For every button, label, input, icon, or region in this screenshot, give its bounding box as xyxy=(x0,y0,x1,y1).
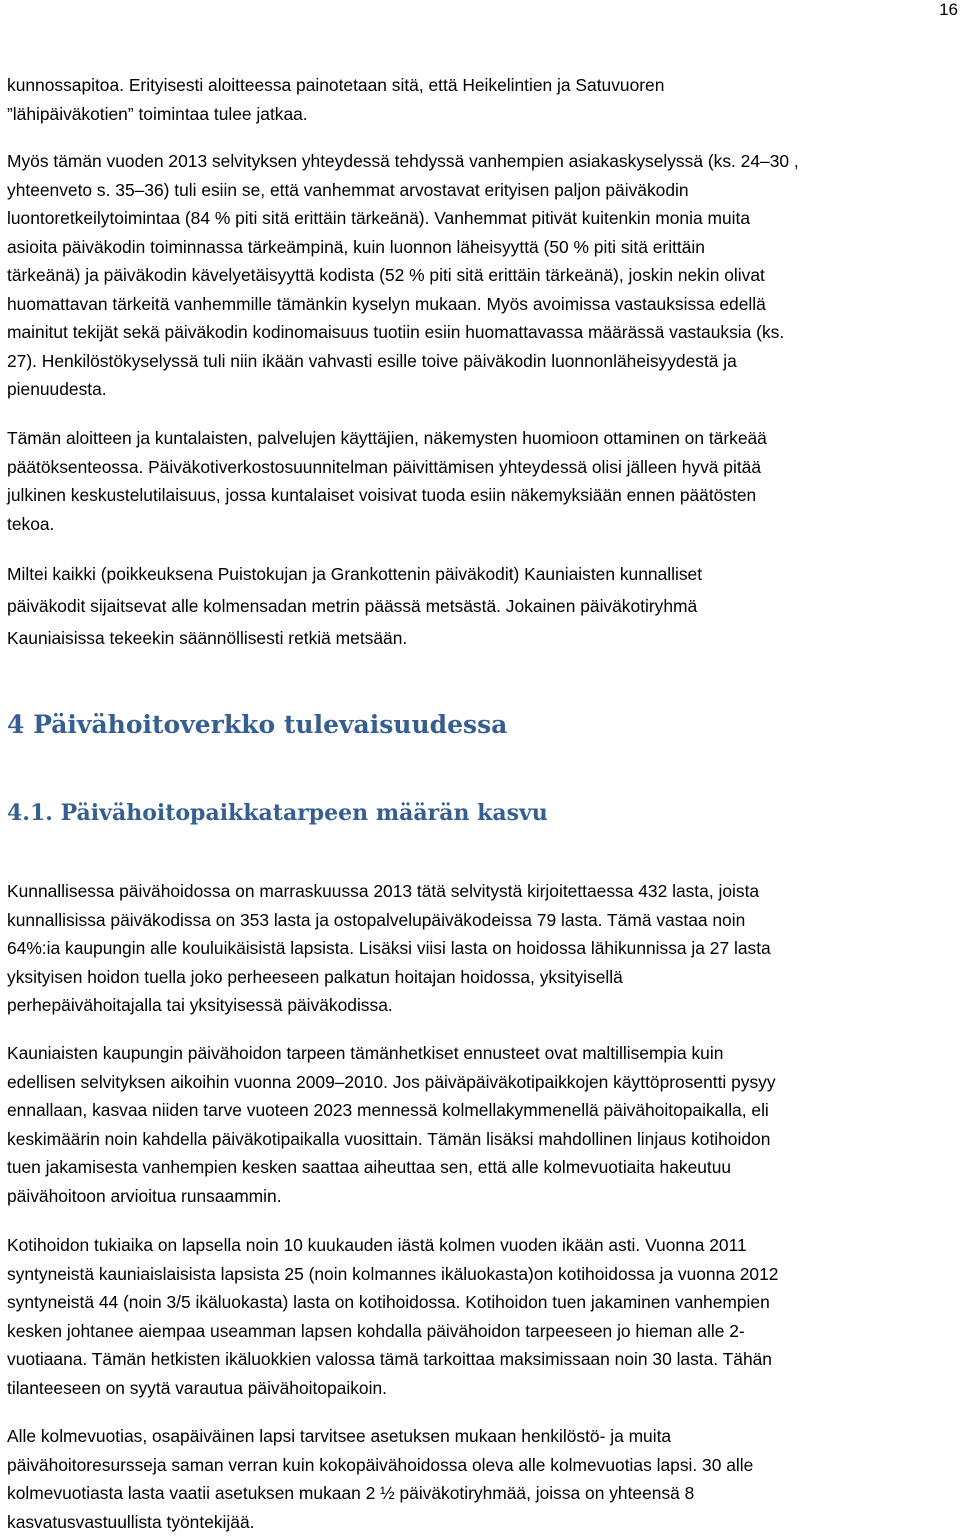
text-line: kunnallisissa päiväkodissa on 353 lasta ja ostopalvelupäiväkodeissa 79 lasta. Tämä vastaa noin xyxy=(7,906,955,935)
text-line: mainitut tekijät sekä päiväkodin kodinomaisuus tuotiin esiin huomattavassa määrässä vastauksia (ks. xyxy=(7,318,955,347)
paragraph-survey xyxy=(7,147,955,404)
text-line: syntyneistä 44 (noin 3/5 ikäluokasta) lasta on kotihoidossa. Kotihoidon tuen jakaminen vanhempien xyxy=(7,1288,955,1317)
paragraph-forecast xyxy=(7,1039,955,1210)
paragraph-forests xyxy=(7,558,955,654)
section-heading: 4 Päivähoitoverkko tulevaisuudessa xyxy=(7,707,507,743)
text-line: ennallaan, kasvaa niiden tarve vuoteen 2023 mennessä kolmellakymmenellä päivähoitopaikalla, eli xyxy=(7,1096,955,1125)
text-line: pienuudesta. xyxy=(7,375,955,404)
text-line: huomattavan tärkeitä vanhemmille tämänkin kyselyn mukaan. Myös avoimissa vastauksissa edellä xyxy=(7,290,955,319)
text-line: tilanteeseen on syytä varautua päivähoitopaikoin. xyxy=(7,1374,955,1403)
text-line: tuen jakamisesta vanhempien kesken saattaa aiheuttaa sen, että alle kolmevuotiaita hakeutuu xyxy=(7,1153,955,1182)
text-line: vuotiaana. Tämän hetkisten ikäluokkien valossa tämä tarkoittaa maksimissaan noin 30 lasta. Tähän xyxy=(7,1345,955,1374)
paragraph-intro-continued xyxy=(7,71,955,128)
text-line: Alle kolmevuotias, osapäiväinen lapsi tarvitsee asetuksen mukaan henkilöstö- ja muita xyxy=(7,1422,955,1451)
text-line: asioita päiväkodin toiminnassa tärkeämpinä, kuin luonnon läheisyyttä (50 % piti sitä erittäin xyxy=(7,233,955,262)
text-line: luontoretkeilytoimintaa (84 % piti sitä erittäin tärkeänä). Vanhemmat pitivät kuitenkin monia muita xyxy=(7,204,955,233)
text-line: päiväkodit sijaitsevat alle kolmensadan metrin päässä metsästä. Jokainen päiväkotiryhmä xyxy=(7,590,955,622)
text-line: kunnossapitoa. Erityisesti aloitteessa painotetaan sitä, että Heikelintien ja Satuvuoren xyxy=(7,71,955,100)
text-line: kolmevuotiasta lasta vaatii asetuksen mukaan 2 ½ päiväkotiryhmää, joissa on yhteensä 8 xyxy=(7,1479,955,1508)
text-line: ”lähipäiväkotien” toimintaa tulee jatkaa. xyxy=(7,100,955,129)
text-line: yksityisen hoidon tuella joko perheeseen palkatun hoitajan hoidossa, yksityisellä xyxy=(7,963,955,992)
text-line: Kauniaisissa tekeekin säännöllisesti retkiä metsään. xyxy=(7,622,955,654)
paragraph-staffing xyxy=(7,1422,955,1536)
text-line: Myös tämän vuoden 2013 selvityksen yhteydessä tehdyssä vanhempien asiakaskyselyssä (ks. 24–30 , xyxy=(7,147,955,176)
paragraph-home-care xyxy=(7,1231,955,1402)
text-line: perhepäivähoitajalla tai yksityisessä päiväkodissa. xyxy=(7,991,955,1020)
text-line: kasvatusvastuullista työntekijää. xyxy=(7,1508,955,1536)
subsection-heading: 4.1. Päivähoitopaikkatarpeen määrän kasvu xyxy=(7,797,548,829)
paragraph-decision-making xyxy=(7,424,955,538)
text-line: päivähoitoresursseja saman verran kuin kokopäivähoidossa oleva alle kolmevuotias lapsi. 30 alle xyxy=(7,1451,955,1480)
paragraph-current-numbers xyxy=(7,877,955,1020)
text-line: Kunnallisessa päivähoidossa on marraskuussa 2013 tätä selvitystä kirjoitettaessa 432 lasta, joista xyxy=(7,877,955,906)
text-line: syntyneistä kauniaislaisista lapsista 25 (noin kolmannes ikäluokasta)on kotihoidossa ja vuonna 2012 xyxy=(7,1260,955,1289)
text-line: päätöksenteossa. Päiväkotiverkostosuunnitelman päivittämisen yhteydessä olisi jälleen hyvä pitää xyxy=(7,453,955,482)
text-line: Kotihoidon tukiaika on lapsella noin 10 kuukauden iästä kolmen vuoden ikään asti. Vuonna 2011 xyxy=(7,1231,955,1260)
text-line: kesken johtanee aiempaa useamman lapsen kohdalla päivähoidon tarpeeseen jo hieman alle 2- xyxy=(7,1317,955,1346)
text-line: edellisen selvityksen aikoihin vuonna 2009–2010. Jos päiväpäiväkotipaikkojen käyttöprosentti pysyy xyxy=(7,1068,955,1097)
text-line: julkinen keskustelutilaisuus, jossa kuntalaiset voisivat tuoda esiin näkemyksiään ennen päätösten xyxy=(7,481,955,510)
text-line: keskimäärin noin kahdella päiväkotipaikalla vuosittain. Tämän lisäksi mahdollinen linjaus kotihoidon xyxy=(7,1125,955,1154)
text-line: Miltei kaikki (poikkeuksena Puistokujan ja Grankottenin päiväkodit) Kauniaisten kunnalliset xyxy=(7,558,955,590)
text-line: tekoa. xyxy=(7,510,955,539)
text-line: Tämän aloitteen ja kuntalaisten, palvelujen käyttäjien, näkemysten huomioon ottaminen on tärkeää xyxy=(7,424,955,453)
text-line: yhteenveto s. 35–36) tuli esiin se, että vanhemmat arvostavat erityisen paljon päiväkodin xyxy=(7,176,955,205)
page-number: 16 xyxy=(939,0,958,20)
text-line: päivähoitoon arvioitua runsaammin. xyxy=(7,1182,955,1211)
text-line: 64%:ia kaupungin alle kouluikäisistä lapsista. Lisäksi viisi lasta on hoidossa lähikunnissa ja 27 lasta xyxy=(7,934,955,963)
text-line: tärkeänä) ja päiväkodin kävelyetäisyyttä kodista (52 % piti sitä erittäin tärkeänä), joskin nekin olivat xyxy=(7,261,955,290)
text-line: Kauniaisten kaupungin päivähoidon tarpeen tämänhetkiset ennusteet ovat maltillisempia kuin xyxy=(7,1039,955,1068)
text-line: 27). Henkilöstökyselyssä tuli niin ikään vahvasti esille toive päiväkodin luonnonläheisyydestä ja xyxy=(7,347,955,376)
